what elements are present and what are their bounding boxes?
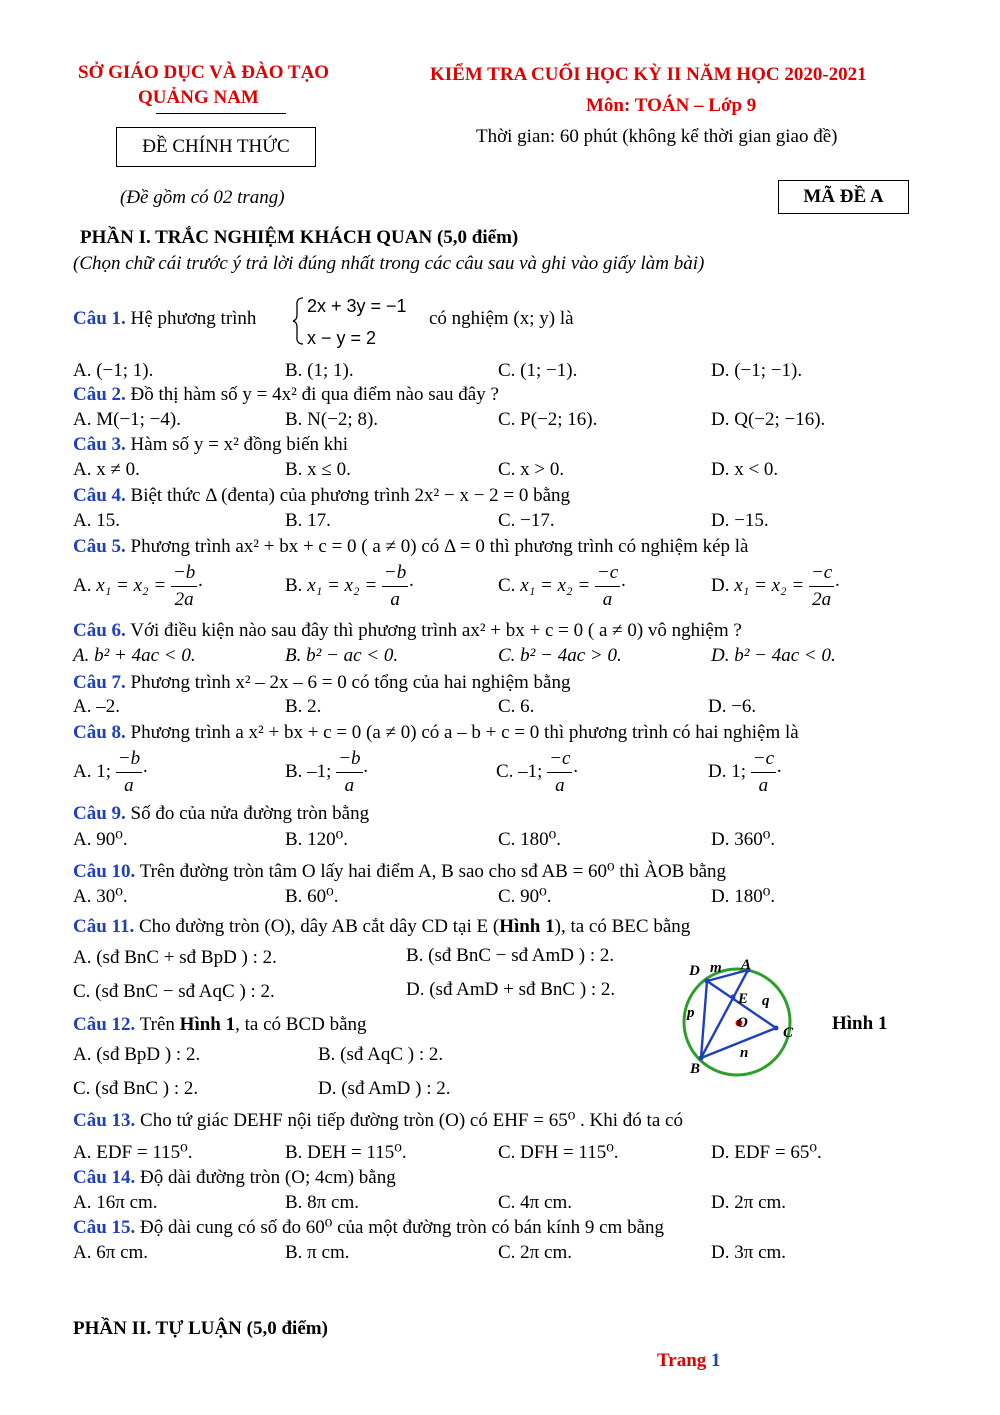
- fraction-numerator: −c: [751, 746, 776, 773]
- option-a: A. x ≠ 0.: [73, 459, 140, 480]
- header-underline: [156, 113, 286, 114]
- option-d: D. b² − 4ac < 0.: [711, 645, 836, 666]
- question-text: Cho tứ giác DEHF nội tiếp đường tròn (O) có EHF = 65⁰ . Khi đó ta có: [140, 1110, 683, 1131]
- fraction-numerator: −c: [547, 746, 572, 773]
- option-c: C. x₁ = x₂ = $\frac{-c}{a}$ ·: [498, 560, 627, 613]
- option-a: A. (−1; 1).: [73, 360, 154, 381]
- arc-label-m: m: [710, 960, 722, 976]
- question-label: Câu 6.: [73, 620, 126, 641]
- option-c: C. (sđ BnC ) : 2.: [73, 1078, 199, 1099]
- exam-title: KIỂM TRA CUỐI HỌC KỲ II NĂM HỌC 2020-2021: [430, 64, 867, 85]
- question-11: [73, 915, 690, 939]
- center-label-o: O: [737, 1015, 748, 1031]
- option-b: B. (1; 1).: [285, 360, 354, 381]
- subject-line: Môn: TOÁN – Lớp 9: [586, 95, 757, 116]
- option-a: A. –2.: [73, 696, 120, 717]
- question-text: Trên: [139, 1014, 175, 1035]
- question-label: Câu 2.: [73, 384, 126, 405]
- option-d: D. 360⁰.: [711, 829, 776, 850]
- question-text: Phương trình a x² + bx + c = 0 (a ≠ 0) có a – b + c = 0 thì phương trình có hai nghiệm là: [130, 722, 799, 743]
- option-letter: B. –1;: [285, 760, 332, 782]
- option-b: B. b² − ac < 0.: [285, 645, 399, 666]
- option-a: A. M(−1; −4).: [73, 409, 181, 430]
- fraction-numerator: −b: [382, 560, 408, 587]
- fraction-numerator: −b: [336, 746, 362, 773]
- question-label: Câu 9.: [73, 803, 126, 824]
- option-a: A. 15.: [73, 510, 120, 531]
- fraction-numerator: −b: [116, 746, 142, 773]
- question-text: Trên đường tròn tâm O lấy hai điểm A, B sao cho sđ AB = 60⁰ thì ÀOB bằng: [139, 861, 727, 882]
- option-c: C. 90⁰.: [498, 886, 552, 907]
- chord-cb: [701, 1028, 776, 1058]
- option-c: C. 180⁰.: [498, 829, 562, 850]
- question-15: [73, 1216, 664, 1240]
- question-5: [73, 535, 749, 559]
- fraction-denominator: a: [555, 775, 565, 796]
- equation-1: 2x + 3y = −1: [307, 296, 407, 316]
- fraction-denominator: a: [390, 589, 400, 610]
- official-label: ĐỀ CHÍNH THỨC: [142, 136, 290, 157]
- option-d: D. x < 0.: [711, 459, 779, 480]
- province-name: QUẢNG NAM: [138, 87, 259, 108]
- part2-title: PHẦN II. TỰ LUẬN (5,0 điểm): [73, 1318, 328, 1339]
- point-label-e: E: [738, 991, 749, 1007]
- question-4: [73, 484, 570, 508]
- question-10: [73, 860, 726, 884]
- page-word: Trang: [657, 1350, 707, 1371]
- option-b: B. DEH = 115⁰.: [285, 1142, 407, 1163]
- option-letter: A.: [73, 574, 92, 596]
- fraction-numerator: −c: [595, 560, 620, 587]
- option-letter: B.: [285, 574, 303, 596]
- question-14: [73, 1166, 396, 1190]
- arc-label-p: p: [687, 1005, 695, 1021]
- figure-ref: Hình 1: [499, 916, 555, 937]
- option-d: D. 3π cm.: [711, 1242, 787, 1263]
- official-box: [116, 127, 316, 167]
- point-label-a: A: [741, 957, 752, 973]
- option-c: C. x > 0.: [498, 459, 565, 480]
- part1-title: PHẦN I. TRẮC NGHIỆM KHÁCH QUAN (5,0 điểm): [80, 227, 519, 248]
- duration: Thời gian: 60 phút (không kể thời gian giao đề): [476, 126, 838, 147]
- option-b: B. x₁ = x₂ = $\frac{-b}{a}$ ·: [285, 560, 415, 613]
- question-label: Câu 8.: [73, 722, 126, 743]
- question-text: Độ dài đường tròn (O; 4cm) bằng: [140, 1167, 396, 1188]
- equation-2: x − y = 2: [307, 328, 377, 348]
- option-d: D. EDF = 65⁰.: [711, 1142, 822, 1163]
- question-label: Câu 1.: [73, 308, 126, 329]
- question-label: Câu 10.: [73, 861, 136, 882]
- question-label: Câu 12.: [73, 1014, 136, 1035]
- question-7: [73, 671, 570, 695]
- option-d: D. (sđ AmD + sđ BnC ) : 2.: [406, 979, 616, 1000]
- question-text: Hệ phương trình: [130, 308, 257, 329]
- option-b: B. 8π cm.: [285, 1192, 359, 1213]
- option-d: D. 1; $\frac{-c}{a}$ ·: [708, 746, 782, 799]
- page-number: 1: [711, 1350, 721, 1371]
- question-13: [73, 1109, 683, 1133]
- fraction-denominator: a: [602, 589, 613, 610]
- arc-label-n: n: [740, 1045, 749, 1061]
- fraction-denominator: a: [124, 775, 134, 796]
- option-c: C. (1; −1).: [498, 360, 578, 381]
- option-a: A. (sđ BnC + sđ BpD ) : 2.: [73, 947, 277, 968]
- question-text: Hàm số y = x² đồng biến khi: [130, 434, 349, 455]
- question-9: [73, 802, 369, 826]
- point-label-c: C: [783, 1025, 794, 1041]
- question-1: [73, 308, 256, 330]
- option-b: B. 17.: [285, 510, 331, 531]
- question-text: Cho đường tròn (O), dây AB cắt dây CD tại E (: [139, 916, 500, 937]
- question-6: [73, 619, 742, 643]
- option-d: D. 180⁰.: [711, 886, 776, 907]
- option-b: B. N(−2; 8).: [285, 409, 379, 430]
- fraction-numerator: −c: [809, 560, 834, 587]
- system-brace-icon: [291, 296, 305, 346]
- question-text-end: , ta có BCD bằng: [235, 1014, 367, 1035]
- option-letter: A. 1;: [73, 760, 111, 782]
- option-a: A. 16π cm.: [73, 1192, 158, 1213]
- figure-ref: Hình 1: [179, 1014, 236, 1035]
- question-label: Câu 3.: [73, 434, 126, 455]
- option-c: C. 6.: [498, 696, 535, 717]
- option-a: A. x₁ = x₂ = $\frac{-b}{2a}$ ·: [73, 560, 204, 613]
- option-letter: D. 1;: [708, 760, 746, 782]
- option-a: A. 30⁰.: [73, 886, 128, 907]
- question-label: Câu 11.: [73, 916, 135, 937]
- option-b: B. 120⁰.: [285, 829, 349, 850]
- question-text: Độ dài cung có số đo 60⁰ của một đường tròn có bán kính 9 cm bằng: [140, 1217, 665, 1238]
- option-b: B. (sđ AqC ) : 2.: [318, 1044, 444, 1065]
- option-b: B. π cm.: [285, 1242, 350, 1263]
- option-a: A. 6π cm.: [73, 1242, 149, 1263]
- option-d: D. x₁ = x₂ = $\frac{-c}{2a}$ ·: [711, 560, 841, 613]
- option-b: B. x ≤ 0.: [285, 459, 351, 480]
- option-lhs: x₁ = x₂ =: [520, 574, 591, 596]
- question-text-end: ), ta có BEC bằng: [554, 916, 691, 937]
- option-c: C. −17.: [498, 510, 555, 531]
- option-d: D. 2π cm.: [711, 1192, 787, 1213]
- question-text-end: có nghiệm (x; y) là: [429, 308, 574, 329]
- question-label: Câu 4.: [73, 485, 126, 506]
- option-d: D. −15.: [711, 510, 769, 531]
- option-letter: C. –1;: [496, 760, 543, 782]
- figure-caption: Hình 1: [832, 1013, 888, 1034]
- fraction-denominator: a: [344, 775, 355, 796]
- option-lhs: x₁ = x₂ =: [96, 574, 167, 596]
- exam-code: MÃ ĐỀ A: [803, 186, 884, 207]
- dept-name: SỞ GIÁO DỤC VÀ ĐÀO TẠO: [78, 62, 330, 83]
- option-c: C. DFH = 115⁰.: [498, 1142, 619, 1163]
- option-lhs: x₁ = x₂ =: [307, 574, 378, 596]
- pages-note: (Đề gồm có 02 trang): [120, 187, 285, 208]
- question-text: Phương trình ax² + bx + c = 0 ( a ≠ 0) có Δ = 0 thì phương trình có nghiệm kép là: [130, 536, 749, 557]
- question-label: Câu 13.: [73, 1110, 136, 1131]
- option-b: B. (sđ BnC − sđ AmD ) : 2.: [406, 945, 615, 966]
- point-label-b: B: [690, 1061, 701, 1077]
- question-label: Câu 5.: [73, 536, 126, 557]
- point-label-d: D: [689, 963, 700, 979]
- option-letter: C.: [498, 574, 516, 596]
- option-b: B. 2.: [285, 696, 322, 717]
- question-text: Biệt thức Δ (đenta) của phương trình 2x² − x − 2 = 0 bằng: [130, 485, 571, 506]
- question-text: Số đo của nửa đường tròn bằng: [130, 803, 370, 824]
- option-c: C. b² − 4ac > 0.: [498, 645, 622, 666]
- option-d: D. −6.: [708, 696, 757, 717]
- option-letter: D.: [711, 574, 730, 596]
- question-text: Đồ thị hàm số y = 4x² đi qua điểm nào sau đây ?: [130, 384, 499, 405]
- fraction-denominator: 2a: [812, 589, 832, 610]
- option-c: C. –1; $\frac{-c}{a}$ ·: [496, 746, 579, 799]
- question-text: Phương trình x² – 2x – 6 = 0 có tổng của hai nghiệm bằng: [130, 672, 571, 693]
- page-footer: [657, 1350, 721, 1372]
- fraction-denominator: a: [758, 775, 769, 796]
- option-c: C. 4π cm.: [498, 1192, 572, 1213]
- question-label: Câu 7.: [73, 672, 126, 693]
- option-a: A. 1; $\frac{-b}{a}$ ·: [73, 746, 148, 799]
- option-c: C. P(−2; 16).: [498, 409, 598, 430]
- question-label: Câu 14.: [73, 1167, 136, 1188]
- option-b: B. 60⁰.: [285, 886, 339, 907]
- question-8: [73, 721, 799, 745]
- fraction-denominator: 2a: [174, 589, 194, 610]
- question-text: Với điều kiện nào sau đây thì phương trình ax² + bx + c = 0 ( a ≠ 0) vô nghiệm ?: [130, 620, 742, 641]
- option-a: A. b² + 4ac < 0.: [73, 645, 196, 666]
- option-c: C. 2π cm.: [498, 1242, 572, 1263]
- question-2: [73, 383, 499, 407]
- part1-instruction: (Chọn chữ cái trước ý trả lời đúng nhất trong các câu sau và ghi vào giấy làm bài): [73, 253, 705, 274]
- question-12: [73, 1013, 367, 1037]
- fraction-numerator: −b: [171, 560, 197, 587]
- question-label: Câu 15.: [73, 1217, 136, 1238]
- option-d: D. (sđ AmD ) : 2.: [318, 1078, 451, 1099]
- code-box: [778, 180, 909, 214]
- option-c: C. (sđ BnC − sđ AqC ) : 2.: [73, 981, 275, 1002]
- option-d: D. (−1; −1).: [711, 360, 803, 381]
- option-d: D. Q(−2; −16).: [711, 409, 826, 430]
- option-b: B. –1; $\frac{-b}{a}$ ·: [285, 746, 369, 799]
- arc-label-q: q: [762, 993, 770, 1009]
- option-a: A. 90⁰.: [73, 829, 128, 850]
- option-a: A. EDF = 115⁰.: [73, 1142, 193, 1163]
- option-a: A. (sđ BpD ) : 2.: [73, 1044, 201, 1065]
- option-lhs: x₁ = x₂ =: [734, 574, 805, 596]
- question-3: [73, 433, 348, 457]
